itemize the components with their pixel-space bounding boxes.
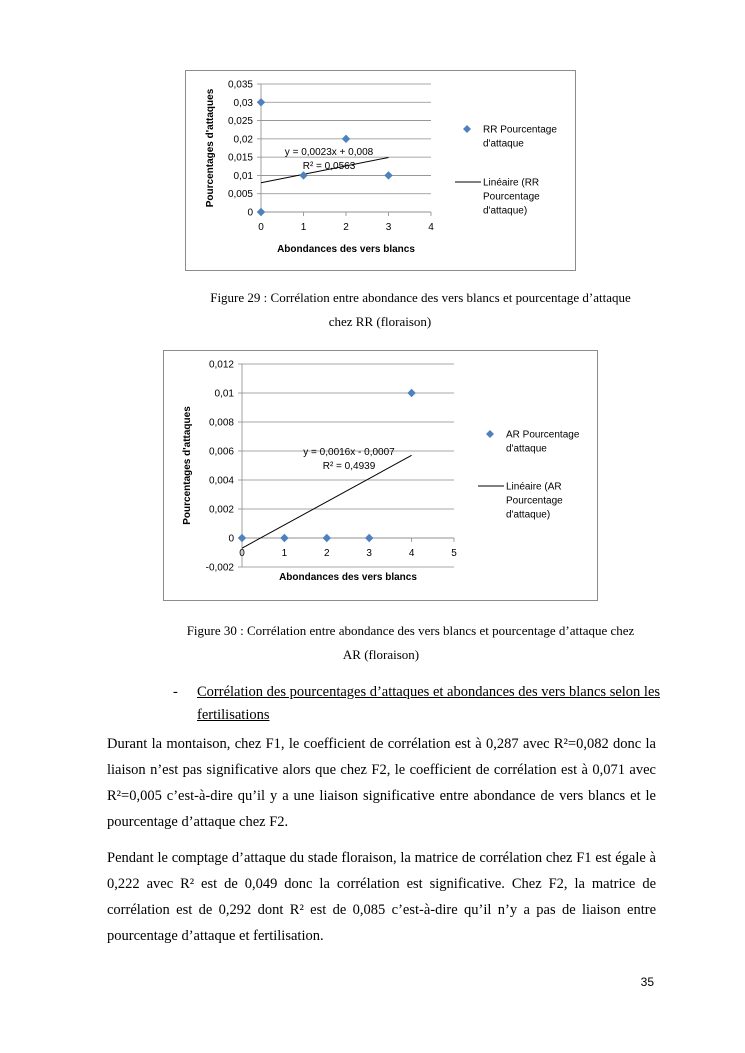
legend-series-label: d'attaque: [483, 138, 524, 150]
y-tick-label: 0,005: [227, 189, 253, 201]
trendline-r2: R² = 0,0563: [302, 161, 356, 172]
legend-trendline-label: Linéaire (AR: [506, 481, 562, 493]
legend-trendline-label: Pourcentage: [506, 495, 563, 507]
chart-figure-30-svg: [164, 351, 597, 600]
y-tick-label: 0,015: [227, 152, 253, 164]
x-tick-label: 1: [300, 222, 307, 233]
x-tick-label: 0: [239, 548, 245, 559]
y-axis-title: Pourcentages d'attaques: [205, 88, 216, 208]
trendline-r2: R² = 0,4939: [322, 461, 376, 472]
figure-29-caption: [0, 286, 745, 334]
trendline-equation: y = 0,0023x + 0,008: [284, 147, 374, 158]
y-tick-label: 0,006: [208, 446, 234, 458]
section-heading-text: Corrélation des pourcentages d’attaques et abondances des vers blancs selon les fertilisations: [197, 684, 661, 723]
figure-30-caption: [0, 619, 745, 667]
legend-series-label: AR Pourcentage: [506, 429, 580, 441]
data-point: [238, 534, 246, 542]
y-tick-label: 0: [247, 207, 253, 219]
trendline-equation: y = 0,0016x - 0,0007: [303, 447, 395, 458]
figure-30-caption-line2: AR (floraison): [342, 647, 420, 662]
data-point: [299, 171, 307, 179]
y-tick-label: 0,002: [208, 504, 234, 516]
legend-marker: [463, 125, 471, 133]
chart-figure-30: [163, 350, 598, 601]
y-tick-label: 0,004: [208, 475, 234, 487]
x-tick-label: 1: [281, 548, 288, 559]
y-tick-label: 0,02: [233, 134, 253, 146]
x-axis-title: Abondances des vers blancs: [277, 244, 415, 255]
y-tick-label: 0,012: [208, 359, 234, 371]
data-point: [280, 534, 288, 542]
chart-figure-29-svg: [186, 71, 575, 270]
y-tick-label: -0,002: [205, 562, 234, 574]
figure-29-caption-line1: Figure 29 : Corrélation entre abondance des vers blancs et pourcentage d’attaque: [210, 290, 631, 305]
legend-trendline-label: Linéaire (RR: [483, 177, 540, 189]
x-tick-label: 4: [428, 222, 434, 233]
x-tick-label: 3: [366, 548, 372, 559]
figure-30-caption-line1: Figure 30 : Corrélation entre abondance des vers blancs et pourcentage d’attaque chez: [186, 623, 635, 638]
y-axis-title: Pourcentages d'attaques: [182, 406, 193, 525]
y-tick-label: 0,008: [208, 417, 234, 429]
section-bullet: -: [173, 684, 178, 700]
chart-figure-29: [185, 70, 576, 271]
y-tick-label: 0,01: [233, 170, 253, 182]
legend-marker: [486, 430, 494, 438]
y-tick-label: 0: [228, 533, 234, 545]
data-point: [257, 208, 265, 216]
data-point: [365, 534, 373, 542]
x-tick-label: 4: [408, 548, 415, 559]
data-point: [323, 534, 331, 542]
legend-series-label: RR Pourcentage: [483, 124, 557, 136]
paragraph-1: Durant la montaison, chez F1, le coefficient de corrélation est à 0,287 avec R²=0,082 donc la liaison n’est pas significative alors que chez F2, le coefficient de corrélation est à 0,071 avec R²=0,005 c’est-à-dire qu’il y a une liaison significative entre abondance de vers blancs et le pourcentage d’attaque chez F2.: [107, 736, 656, 830]
y-tick-label: 0,03: [233, 97, 253, 109]
data-point: [407, 389, 415, 397]
paragraph-2: Pendant le comptage d’attaque du stade floraison, la matrice de corrélation chez F1 est égale à 0,222 avec R² est de 0,049 donc la corrélation est significative. Chez F2, la matrice de corrélation est de 0,292 dont R² est de 0,085 c’est-à-dire qu’il n’y a pas de liaison entre pourcentage d’attaque et fertilisation.: [107, 850, 656, 944]
x-tick-label: 5: [451, 548, 457, 559]
legend-trendline-label: Pourcentage: [483, 191, 540, 203]
data-point: [384, 171, 392, 179]
data-point: [257, 98, 265, 106]
legend-trendline-label: d'attaque): [483, 205, 528, 217]
page-number: 35: [640, 975, 654, 989]
legend-series-label: d'attaque: [506, 443, 547, 455]
x-axis-title: Abondances des vers blancs: [279, 572, 417, 583]
figure-29-caption-line2: chez RR (floraison): [328, 314, 432, 329]
y-tick-label: 0,025: [227, 116, 253, 128]
x-tick-label: 3: [385, 222, 392, 233]
x-tick-label: 2: [324, 548, 330, 559]
x-tick-label: 0: [258, 222, 264, 233]
legend-trendline-label: d'attaque): [506, 509, 551, 521]
y-tick-label: 0,035: [227, 79, 253, 91]
data-point: [342, 135, 350, 143]
x-tick-label: 2: [343, 222, 349, 233]
y-tick-label: 0,01: [214, 388, 234, 400]
